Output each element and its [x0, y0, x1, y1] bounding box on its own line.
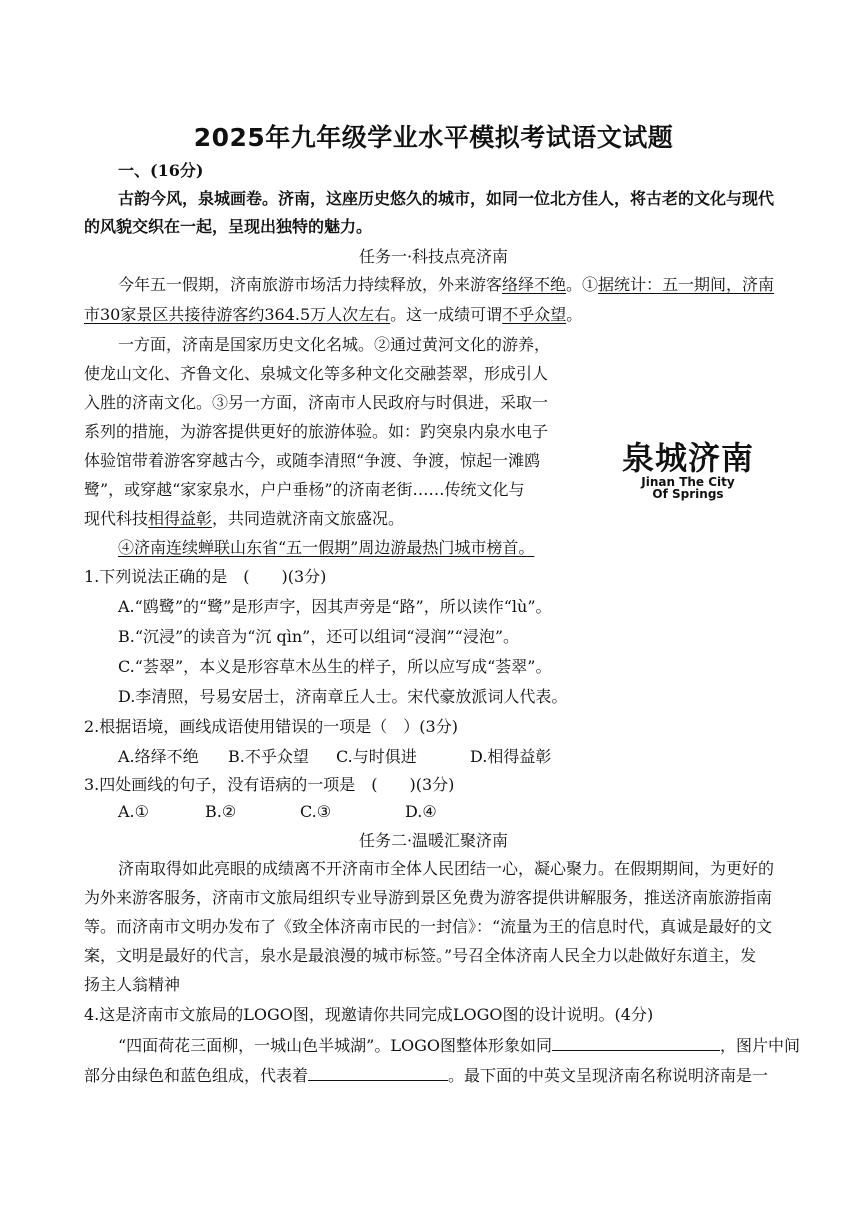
q3-option-c: C.③ [300, 802, 332, 821]
p4-line-2: 为外来游客服务，济南市文旅局组织专业导游到景区免费为游客提供讲解服务，推送济南旅游指南 [84, 888, 773, 907]
p2-line-1: 一方面，济南是国家历史文化名城。②通过黄河文化的游养， [118, 335, 551, 354]
q2-option-d: D.相得益彰 [470, 747, 552, 766]
q2-option-a: A.络绎不绝 [118, 747, 199, 766]
q3-option-b: B.② [205, 802, 237, 821]
jinan-logo [608, 440, 768, 505]
p2-line-5: 体验馆带着游客穿越古今，或随李清照“争渡、争渡，惊起一滩鸥 [84, 451, 541, 470]
fill-blank-2[interactable] [308, 1064, 448, 1081]
q3-option-a: A.① [118, 802, 149, 821]
p4-line-3: 等。而济南市文明办发布了《致全体济南市民的一封信》：“流量为王的信息时代，真诚是最好的文 [84, 917, 773, 936]
q4-text: 部分由绿色和蓝色组成，代表着 [84, 1066, 309, 1085]
underlined-idiom-1: 络绎不绝 [502, 275, 567, 294]
p2-line-6: 鹭”，或穿越“家家泉水，户户垂杨”的济南老街……传统文化与 [84, 480, 525, 499]
q4-line-1 [118, 1034, 800, 1057]
p1-line-2 [84, 304, 582, 326]
q4-text: ，图片中间 [720, 1036, 801, 1055]
p4-line-5: 扬主人翁精神 [84, 975, 181, 994]
q1-option-c: C.“荟翠”，本义是形容草木丛生的样子，所以应写成“荟翠”。 [118, 657, 552, 676]
p2-line-7 [84, 508, 404, 530]
logo-english-line-1: Jinan The City [641, 475, 735, 489]
fill-blank-1[interactable] [552, 1034, 720, 1051]
intro-line-2: 的风貌交织在一起，呈现出独特的魅力。 [84, 217, 373, 236]
q2-option-b: B.不乎众望 [228, 747, 309, 766]
logo-chinese-text: 泉城济南 [621, 439, 754, 477]
task2-title: 任务二·温暖汇聚济南 [358, 831, 509, 850]
p1-text: 。① [566, 275, 599, 294]
p2-line-4: 系列的措施，为游客提供更好的旅游体验。如：趵突泉内泉水电子 [84, 422, 549, 441]
q4-text: 。最下面的中英文呈现济南名称说明济南是一 [448, 1066, 769, 1085]
underlined-sentence-1b: 市30家景区共接待游客约364.5万人次左右 [84, 305, 391, 324]
underlined-idiom-2: 不乎众望 [502, 305, 567, 324]
section-heading: 一、(16分) [118, 161, 204, 180]
p2-line-3: 入胜的济南文化。③另一方面，济南市人民政府与时俱进，采取一 [84, 393, 549, 412]
intro-line-1: 古韵今风，泉城画卷。济南，这座历史悠久的城市，如同一位北方佳人，将古老的文化与现代 [118, 189, 775, 208]
q4-line-2 [84, 1064, 768, 1087]
q1-option-d: D.李清照，号易安居士，济南章丘人士。宋代豪放派词人代表。 [118, 687, 568, 706]
underlined-idiom-4: 相得益彰 [148, 509, 213, 528]
q2-option-c: C.与时俱进 [336, 747, 417, 766]
p2-line-2: 使龙山文化、齐鲁文化、泉城文化等多种文化交融荟翠，形成引人 [84, 364, 549, 383]
q3-stem: 3.四处画线的句子，没有语病的一项是 ( )(3分) [84, 775, 455, 794]
q1-option-a: A.“鸥鹭”的“鹭”是形声字，因其声旁是“路”，所以读作“lù”。 [118, 597, 552, 616]
logo-english-line-2: Of Springs [652, 487, 724, 501]
q1-option-b: B.“沉浸”的读音为“沉 qìn”，还可以组词“浸润”“浸泡”。 [118, 627, 520, 646]
p2-text: 现代科技 [84, 509, 149, 528]
underlined-sentence-4: ④济南连续蝉联山东省“五一假期”周边游最热门城市榜首。 [118, 538, 535, 557]
p3-line [118, 537, 534, 559]
q4-text: “四面荷花三面柳，一城山色半城湖”。LOGO图整体形象如同 [118, 1036, 553, 1055]
p2-text: ，共同造就济南文旅盛况。 [212, 509, 405, 528]
q1-stem: 1.下列说法正确的是 ( )(3分) [84, 567, 327, 586]
p1-text: 今年五一假期，济南旅游市场活力持续释放，外来游客 [118, 275, 503, 294]
q2-stem: 2.根据语境，画线成语使用错误的一项是（ ）(3分) [84, 717, 458, 736]
q4-stem: 4.这是济南市文旅局的LOGO图，现邀请你共同完成LOGO图的设计说明。(4分) [84, 1005, 654, 1024]
underlined-sentence-1: 据统计：五一期间，济南 [598, 275, 775, 294]
p1-text: 。 [566, 305, 583, 324]
task1-title: 任务一·科技点亮济南 [358, 247, 509, 266]
p4-line-1: 济南取得如此亮眼的成绩离不开济南市全体人民团结一心，凝心聚力。在假期期间，为更好的 [118, 859, 775, 878]
q3-option-d: D.④ [405, 802, 437, 821]
page-title: 2025年九年级学业水平模拟考试语文试题 [193, 123, 674, 152]
p1-text: 。这一成绩可谓 [390, 305, 503, 324]
p4-line-4: 案，文明是最好的代言，泉水是最浪漫的城市标签。”号召全体济南人民全力以赴做好东道主，发 [84, 946, 757, 965]
p1-line-1 [118, 274, 774, 296]
